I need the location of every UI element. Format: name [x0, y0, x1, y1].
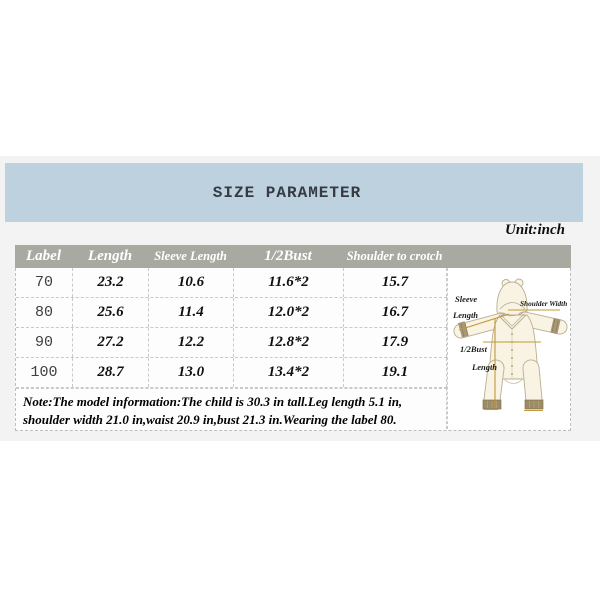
cell-sleeve-length: 13.0: [149, 358, 234, 387]
cell-length: 25.6: [73, 298, 149, 327]
cell-sleeve-length: 12.2: [149, 328, 234, 357]
column-header-spacer: [446, 245, 571, 268]
size-table: [15, 245, 571, 431]
table-body: [15, 268, 571, 431]
note-line-1: Note:The model information:The child is 30.3 in tall.Leg length 5.1 in,: [23, 394, 403, 409]
title-banner: [5, 163, 583, 222]
cell-half-bust: 13.4*2: [234, 358, 344, 387]
table-row: [16, 328, 447, 358]
note-box: [16, 388, 447, 429]
column-header-sleeve-length: Sleeve Length: [154, 249, 227, 263]
cell-size-label: 70: [16, 268, 73, 297]
white-patch: [413, 389, 445, 427]
column-header-label: Label: [26, 248, 61, 264]
cell-shoulder-to-crotch: 17.9: [344, 328, 447, 357]
table-row: [16, 358, 447, 388]
table-row: [16, 298, 447, 328]
diagram-label-shoulder-width: Shoulder Width: [520, 299, 568, 308]
cell-length: 27.2: [73, 328, 149, 357]
cell-size-label: 80: [16, 298, 73, 327]
diagram-label-sleeve-length: Length: [453, 310, 479, 320]
diagram-label-length: Length: [472, 362, 498, 372]
diagram-label-half-bust: 1/2Bust: [460, 344, 487, 354]
cell-shoulder-to-crotch: 15.7: [344, 268, 447, 297]
diagram-label-sleeve: Sleeve: [455, 294, 478, 304]
cell-size-label: 90: [16, 328, 73, 357]
romper-illustration: [448, 268, 570, 428]
cell-half-bust: 12.8*2: [234, 328, 344, 357]
leg-cuffs: [483, 400, 543, 409]
cell-shoulder-to-crotch: 19.1: [344, 358, 447, 387]
column-header-shoulder-to-crotch: Shoulder to crotch: [346, 249, 443, 263]
cell-half-bust: 11.6*2: [234, 268, 344, 297]
table-row: [16, 268, 447, 298]
table-header-row: [15, 245, 571, 268]
unit-label: Unit:inch: [504, 222, 565, 238]
cell-length: 23.2: [73, 268, 149, 297]
cell-shoulder-to-crotch: 16.7: [344, 298, 447, 327]
note-line-2: shoulder width 21.0 in,waist 20.9 in,bust 21.3 in.Wearing the label 80.: [23, 412, 397, 427]
column-header-length: Length: [87, 248, 133, 264]
cell-sleeve-length: 11.4: [149, 298, 234, 327]
cell-sleeve-length: 10.6: [149, 268, 234, 297]
garment-diagram: [447, 268, 570, 429]
page-title: SIZE PARAMETER: [212, 183, 362, 202]
cell-length: 28.7: [73, 358, 149, 387]
column-header-half-bust: 1/2Bust: [264, 248, 312, 264]
cell-size-label: 100: [16, 358, 73, 387]
cell-half-bust: 12.0*2: [234, 298, 344, 327]
